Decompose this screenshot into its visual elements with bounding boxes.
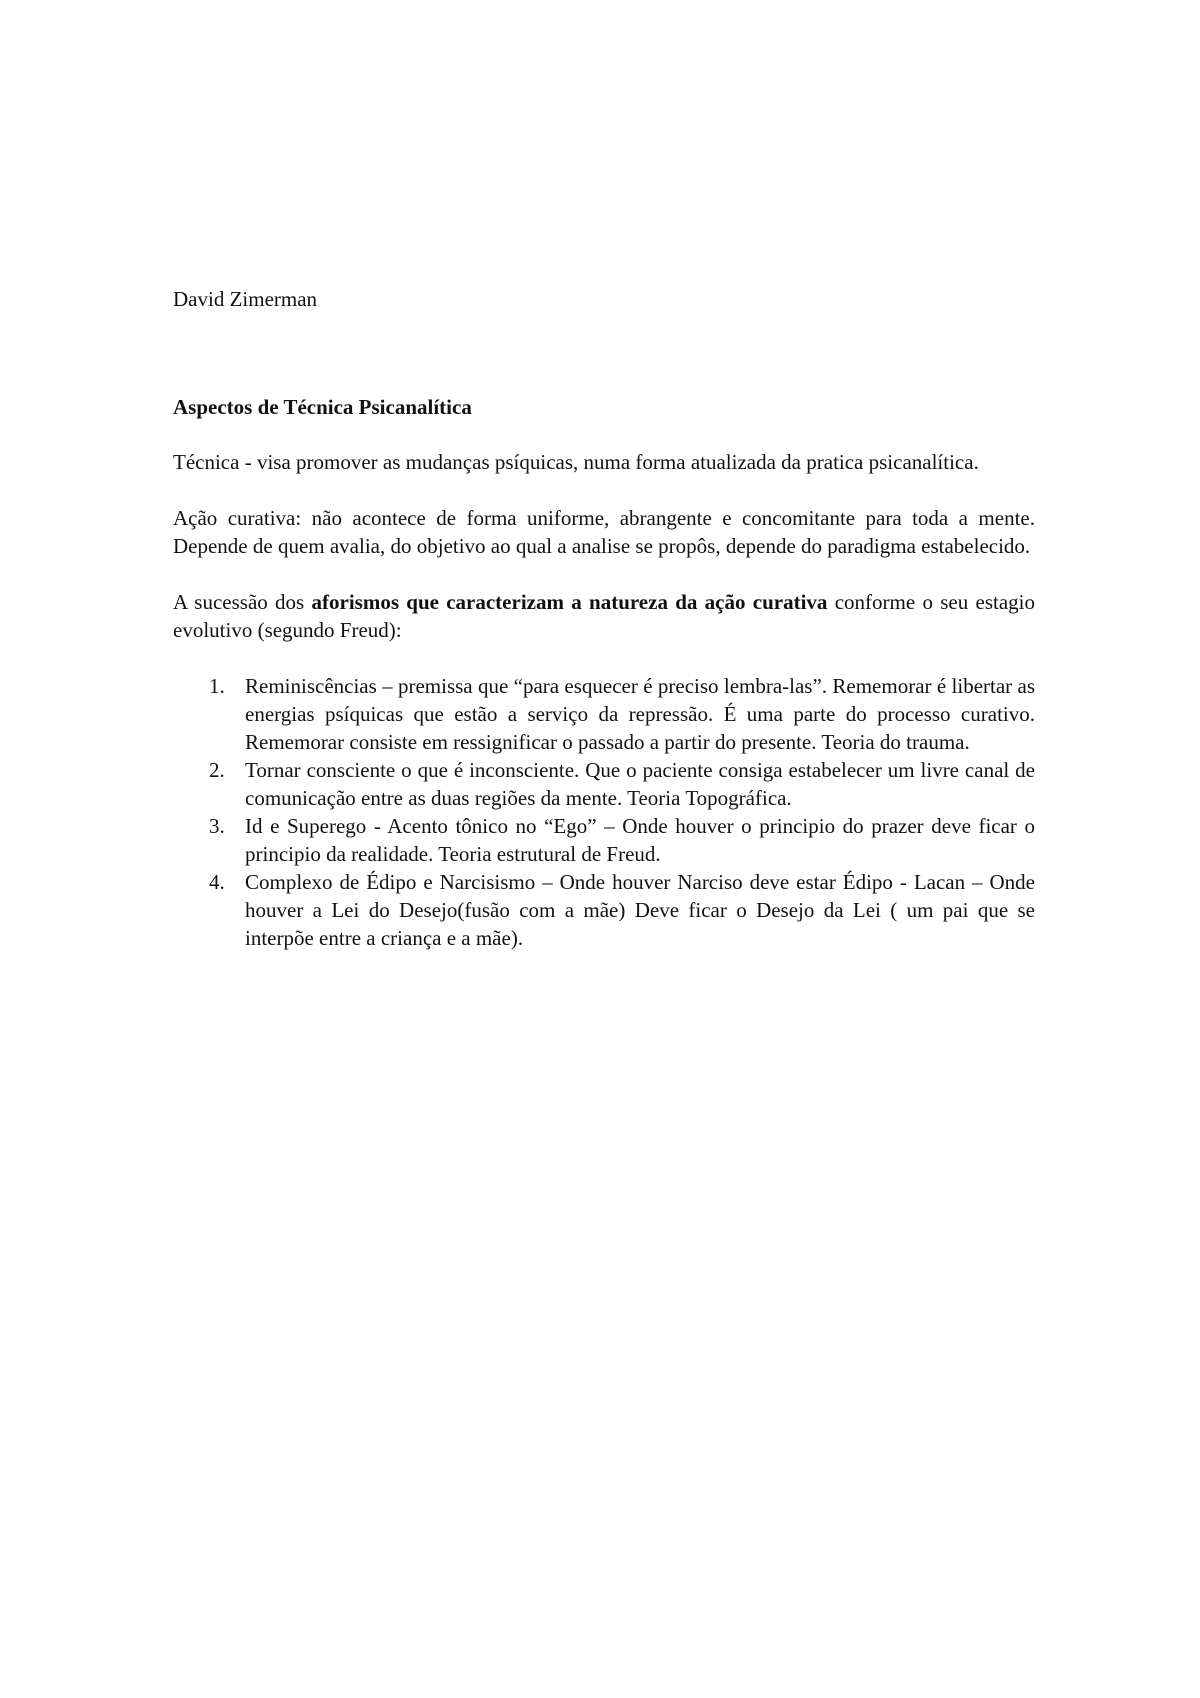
list-item-text: Complexo de Édipo e Narcisismo – Onde houver Narciso deve estar Édipo - Lacan – Onde houver a Lei do Desejo(fusão com a mãe) Deve ficar o Desejo da Lei ( um pai que se interpõe entre a criança e a mãe). bbox=[245, 870, 1035, 950]
list-item bbox=[209, 672, 1035, 756]
paragraph-acao-curativa: Ação curativa: não acontece de forma uniforme, abrangente e concomitante para toda a mente. Depende de quem avalia, do objetivo ao qual a analise se propôs, depende do paradigma estabelecido. bbox=[173, 506, 1035, 558]
document-body bbox=[173, 285, 1035, 952]
list-item-text: Id e Superego - Acento tônico no “Ego” – Onde houver o principio do prazer deve ficar o principio da realidade. Teoria estrutural de Freud. bbox=[245, 814, 1035, 866]
list-item-text: Reminiscências – premissa que “para esquecer é preciso lembra-las”. Rememorar é libertar as energias psíquicas que estão a serviço da repressão. É uma parte do processo curativo. Rememorar consiste em ressignificar o passado a partir do presente. Teoria do trauma. bbox=[245, 674, 1035, 754]
aphorisms-list bbox=[173, 672, 1035, 952]
intro-text-before: A sucessão dos bbox=[173, 590, 312, 614]
author-name: David Zimerman bbox=[173, 287, 318, 311]
intro-text-after: conforme o seu estagio evolutivo (segundo Freud): bbox=[173, 590, 1035, 642]
list-item bbox=[209, 812, 1035, 868]
document-title: Aspectos de Técnica Psicanalítica bbox=[173, 395, 472, 419]
paragraph-tecnica: Técnica - visa promover as mudanças psíquicas, numa forma atualizada da pratica psicanalítica. bbox=[173, 450, 979, 474]
intro-bold-text: aforismos que caracterizam a natureza da ação curativa bbox=[311, 590, 828, 614]
list-item-number: 2. bbox=[209, 758, 225, 782]
list-item-number: 4. bbox=[209, 870, 225, 894]
list-item bbox=[209, 756, 1035, 812]
list-item-text: Tornar consciente o que é inconsciente. Que o paciente consiga estabelecer um livre canal de comunicação entre as duas regiões da mente. Teoria Topográfica. bbox=[245, 758, 1035, 810]
list-item bbox=[209, 868, 1035, 952]
list-item-number: 3. bbox=[209, 814, 225, 838]
paragraph-intro bbox=[173, 588, 1035, 644]
list-item-number: 1. bbox=[209, 674, 225, 698]
